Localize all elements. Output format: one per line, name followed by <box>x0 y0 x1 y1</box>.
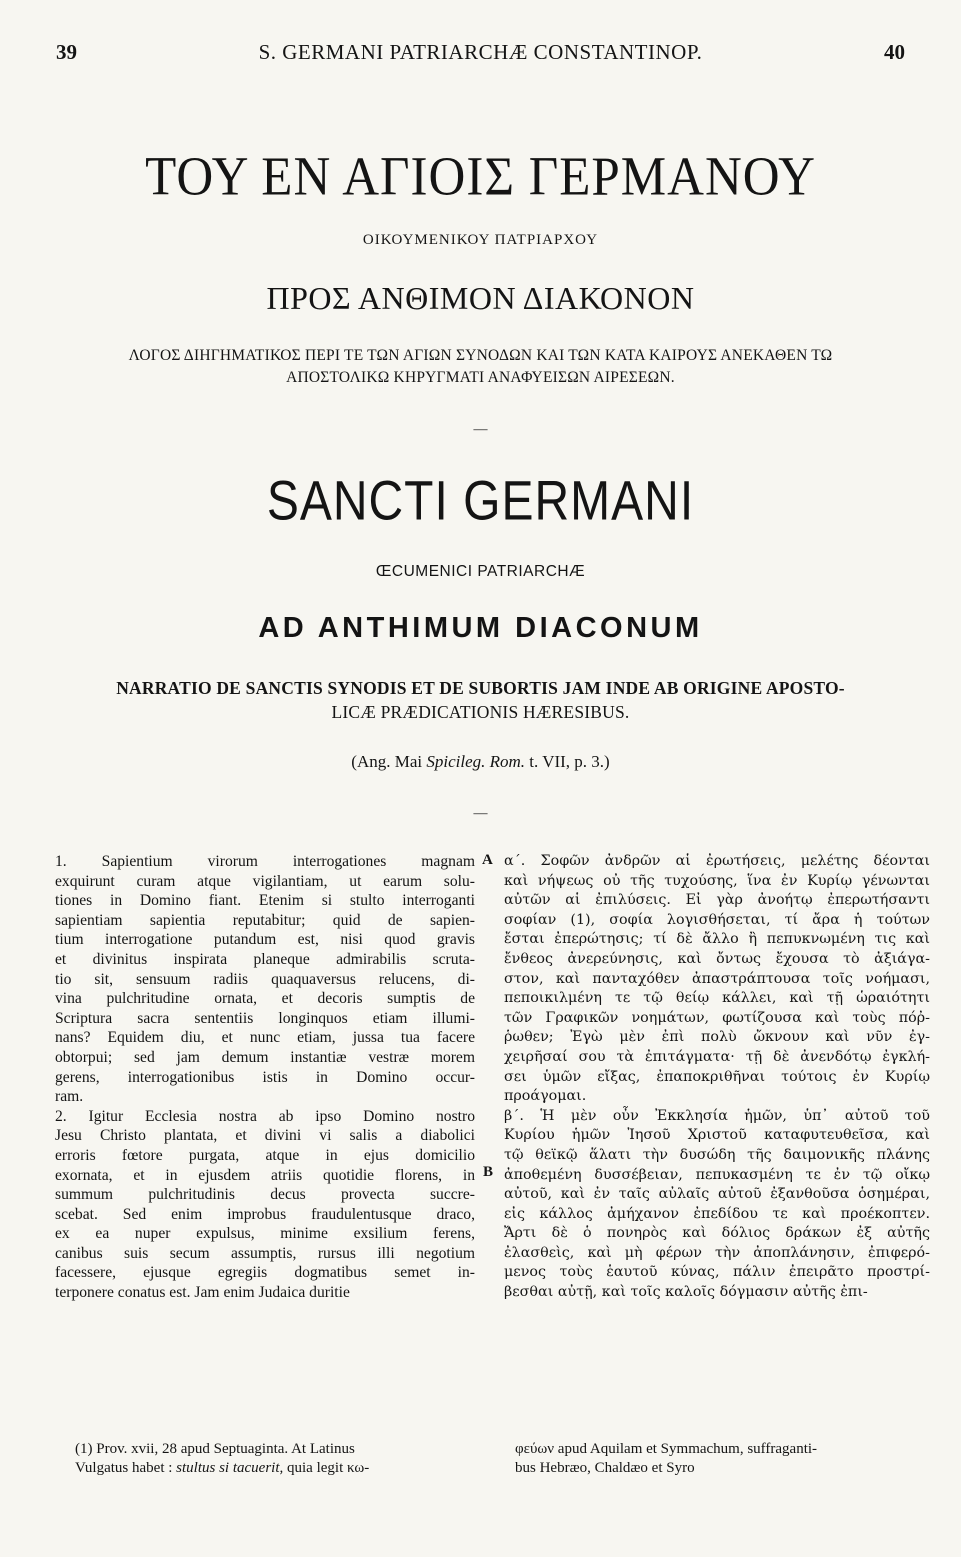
text-line: summum pulchritudinis decus provecta succre- <box>55 1186 475 1204</box>
text-line: στον, καὶ πανταχόθεν ἀπαστράπτουσα τοῖς νοήμασι, <box>504 970 930 987</box>
text-line: σει ὑμῶν εἴξας, ἐπαποκριθῆναι τούτοις ἐν Κυρίῳ <box>504 1068 930 1085</box>
text-line: Κυρίου ἡμῶν Ἰησοῦ Χριστοῦ καταφυτευθεῖσα, καὶ <box>504 1127 930 1144</box>
text-line: ex ea nuper expulsus, minime exsilium ferens, <box>55 1225 475 1243</box>
footnote-right <box>515 1440 925 1478</box>
footnote-right-line-1: φεύων apud Aquilam et Symmachum, suffraganti- <box>515 1441 818 1457</box>
margin-marker-b: B <box>483 1164 494 1180</box>
latin-description-line-1: NARRATIO DE SANCTIS SYNODIS ET DE SUBORTIS JAM INDE AB ORIGINE APOSTO- <box>116 678 845 698</box>
footnote-left-line-1: (1) Prov. xvii, 28 apud Septuaginta. At Latinus <box>75 1441 355 1457</box>
text-line: exornata, et in ejusdem atriis quotidie florens, in <box>55 1166 475 1184</box>
text-line: τῶν Γραφικῶν νοημάτων, φωτίζουσα καὶ τοὺς πόῤ- <box>504 1009 930 1026</box>
text-line: αὐτῶν αἱ ἐπιλύσεις. Εἰ γὰρ ἀνοήτῳ ἐπερωτήσαντι <box>504 892 930 909</box>
page-number-right: 40 <box>884 40 905 64</box>
footnote-right-line-2: bus Hebræo, Chaldæo et Syro <box>515 1460 695 1476</box>
greek-subtitle: ΟΙΚΟΥΜΕΝΙΚΟΥ ΠΑΤΡΙΑΡΧΟΥ <box>362 232 599 248</box>
text-line: scebat. Sed enim improbus fraudulentusque draco, <box>55 1205 475 1223</box>
text-line: canibus suis secum assumptis, rursus illi negotium <box>55 1244 475 1262</box>
citation-page: p. 3.) <box>574 752 610 771</box>
text-line: ἔσται ἐπερώτησις; τί δὲ ἄλλο ἢ πεπυκνωμένη τις καὶ <box>504 931 930 948</box>
text-line: ram. <box>55 1088 84 1106</box>
footnote-left-line-2 <box>75 1459 480 1478</box>
text-line: erroris fœtore purgata, atque in ejus domicilio <box>55 1146 475 1164</box>
citation-volume: t. VII, <box>529 752 571 771</box>
citation-open: ( <box>351 752 357 771</box>
latin-subtitle: ŒCUMENICI PATRIARCHÆ <box>375 563 586 580</box>
latin-title: SANCTI GERMANI <box>266 471 695 532</box>
greek-title: ΤΟΥ ΕΝ ΑΓΙΟΙΣ ΓΕΡΜΑΝΟΥ <box>145 146 816 208</box>
page-number-left: 39 <box>56 40 77 64</box>
text-line: 2. Igitur Ecclesia nostra ab ipso Domino nostro <box>55 1107 475 1125</box>
text-line: χειρῆσαί σου τὰ ἐπιτάγματα· τῇ δὲ ἀνενδότῳ ἐγκλή- <box>504 1048 930 1065</box>
text-line: tio sit, sensuum radiis quaquaversus relucens, di- <box>55 970 475 988</box>
text-line: σοφίαν (1), σοφία λογισθήσεται, τί ἄρα ἡ τούτων <box>504 911 930 928</box>
text-line: tium interrogatione putandum est, nisi quod gravis <box>55 931 475 949</box>
greek-description-line-2: ΑΠΟΣΤΟΛΙΚΩ ΚΗΡΥΓΜΑΤΙ ΑΝΑΦΥΕΙΣΩΝ ΑΙΡΕΣΕΩΝ. <box>286 369 675 386</box>
citation-work: Spicileg. Rom. <box>426 752 526 771</box>
greek-description-line-1: ΛΟΓΟΣ ΔΙΗΓΗΜΑΤΙΚΟΣ ΠΕΡΙ ΤΕ ΤΩΝ ΑΓΙΩΝ ΣΥΝΟΔΩΝ ΚΑΙ ΤΩΝ ΚΑΤΑ ΚΑΙΡΟΥΣ ΑΝΕΚΑΘΕΝ ΤΩ <box>128 347 833 364</box>
running-head <box>56 40 905 70</box>
text-line: sapientiam sapientia reputabitur; quid de sapien- <box>55 911 475 929</box>
text-line: nans? Equidem diu, et nunc etiam, jussa tua facere <box>55 1029 475 1047</box>
text-line: ἐλασθεὶς, καὶ μὴ φέρων τὴν ἀποπλάνησιν, ἐπιφερό- <box>504 1244 930 1261</box>
text-line: μενος τοὺς ἑαυτοῦ κύνας, πάλιν ἐπειρᾶτο προστρί- <box>504 1264 930 1281</box>
running-title: S. GERMANI PATRIARCHÆ CONSTANTINOP. <box>258 40 703 64</box>
separator-dash-2: — <box>473 806 488 821</box>
text-line: gerens, interrogationibus istis in Domino occur- <box>55 1068 475 1086</box>
text-line: α΄. Σοφῶν ἀνδρῶν αἱ ἐρωτήσεις, μελέτης δέονται <box>504 853 930 869</box>
text-line: βεσθαι αὐτῇ, καὶ τοῖς καλοῖς δόγμασιν αὐτῆς ἐπι- <box>504 1284 868 1301</box>
footnote-left <box>75 1440 480 1478</box>
footnote-text: quia legit κω- <box>283 1460 370 1476</box>
latin-subtitle-2: AD ANTHIMUM DIACONUM <box>258 612 703 644</box>
text-line: β΄. Ἡ μὲν οὖν Ἐκκλησία ἡμῶν, ὑπ᾽ αὐτοῦ τοῦ <box>504 1107 930 1124</box>
separator-dash: — <box>473 422 488 437</box>
text-line: tiones in Domino fiant. Etenim si stulto interroganti <box>55 892 475 910</box>
text-line: ῥωθεν; Ἐγὼ μὲν ἐπὶ πολὺ ὤκνουν καὶ νῦν ἐγ- <box>504 1029 930 1046</box>
text-line: πεποικιλμένη τε τῷ θείῳ κάλλει, καὶ τῇ ὡραιότητι <box>504 990 930 1007</box>
citation-author: Ang. Mai <box>356 752 423 771</box>
source-citation <box>40 752 921 772</box>
text-line: ἀποθεμένη δυσσέβειαν, πεπυκασμένη τε ἐν τῷ οἴκῳ <box>504 1166 930 1183</box>
text-line: ἔνθεος ἀνερεύνησις, καὶ ὄντως ἔχουσα τὸ ἀξιάγα- <box>504 950 930 967</box>
text-line: καὶ νήψεως οὐ τῆς τυχούσης, ἵνα ἐν Κυρίῳ γένωνται <box>504 872 930 889</box>
text-line: exquirunt curam atque vigilantiam, ut earum solu- <box>55 872 475 890</box>
text-line: Ἄρτι δὲ ὁ πονηρὸς καὶ δόλιος δράκων ἐξ αὐτῆς <box>504 1225 930 1242</box>
text-line: vina pulchritudine ornata, et decoris sumptis de <box>55 990 475 1008</box>
footnote-italic-text: stultus si tacuerit, <box>176 1460 284 1476</box>
latin-description-line-2: LICÆ PRÆDICATIONIS HÆRESIBUS. <box>331 702 630 722</box>
body-text <box>55 852 930 1407</box>
text-line: προάγομαι. <box>504 1088 587 1105</box>
greek-subtitle-2: ΠΡΟΣ ΑΝΘΙΜΟΝ ΔΙΑΚΟΝΟΝ <box>266 280 695 316</box>
margin-marker-a: A <box>482 852 493 868</box>
text-line: et divinitus inspirata planeque admirabilis scruta- <box>55 950 475 968</box>
text-line: Jesu Christo plantata, et divini vi salis a diabolici <box>55 1127 475 1145</box>
text-line: αὐτοῦ, καὶ ἐν ταῖς αὐλαῖς αὐτοῦ ἐξανθοῦσα ὁσημέραι, <box>504 1186 930 1203</box>
text-line: obtorpui; sed jam demum instantiæ vestræ morem <box>55 1048 475 1066</box>
footnote-text: Vulgatus habet : <box>75 1460 177 1476</box>
text-line: facessere, ejusque egregiis dogmatibus semet in- <box>55 1264 475 1282</box>
text-line: Scriptura sacra sententiis longinquos etiam illumi- <box>55 1009 475 1027</box>
greek-column <box>504 852 930 1303</box>
text-line: terponere conatus est. Jam enim Judaica duritie <box>55 1284 350 1302</box>
text-line: 1. Sapientium virorum interrogationes magnam <box>55 853 475 870</box>
text-line: τῷ θεϊκῷ ἅλατι τὴν δυσώδη τῆς δαιμονικῆς πλάνης <box>504 1146 930 1163</box>
text-line: εἰς κάλλος ἀμήχανον ἐπεδίδου τε καὶ προέκοπτεν. <box>504 1205 930 1222</box>
footnotes <box>55 1440 921 1480</box>
latin-column <box>55 852 475 1303</box>
